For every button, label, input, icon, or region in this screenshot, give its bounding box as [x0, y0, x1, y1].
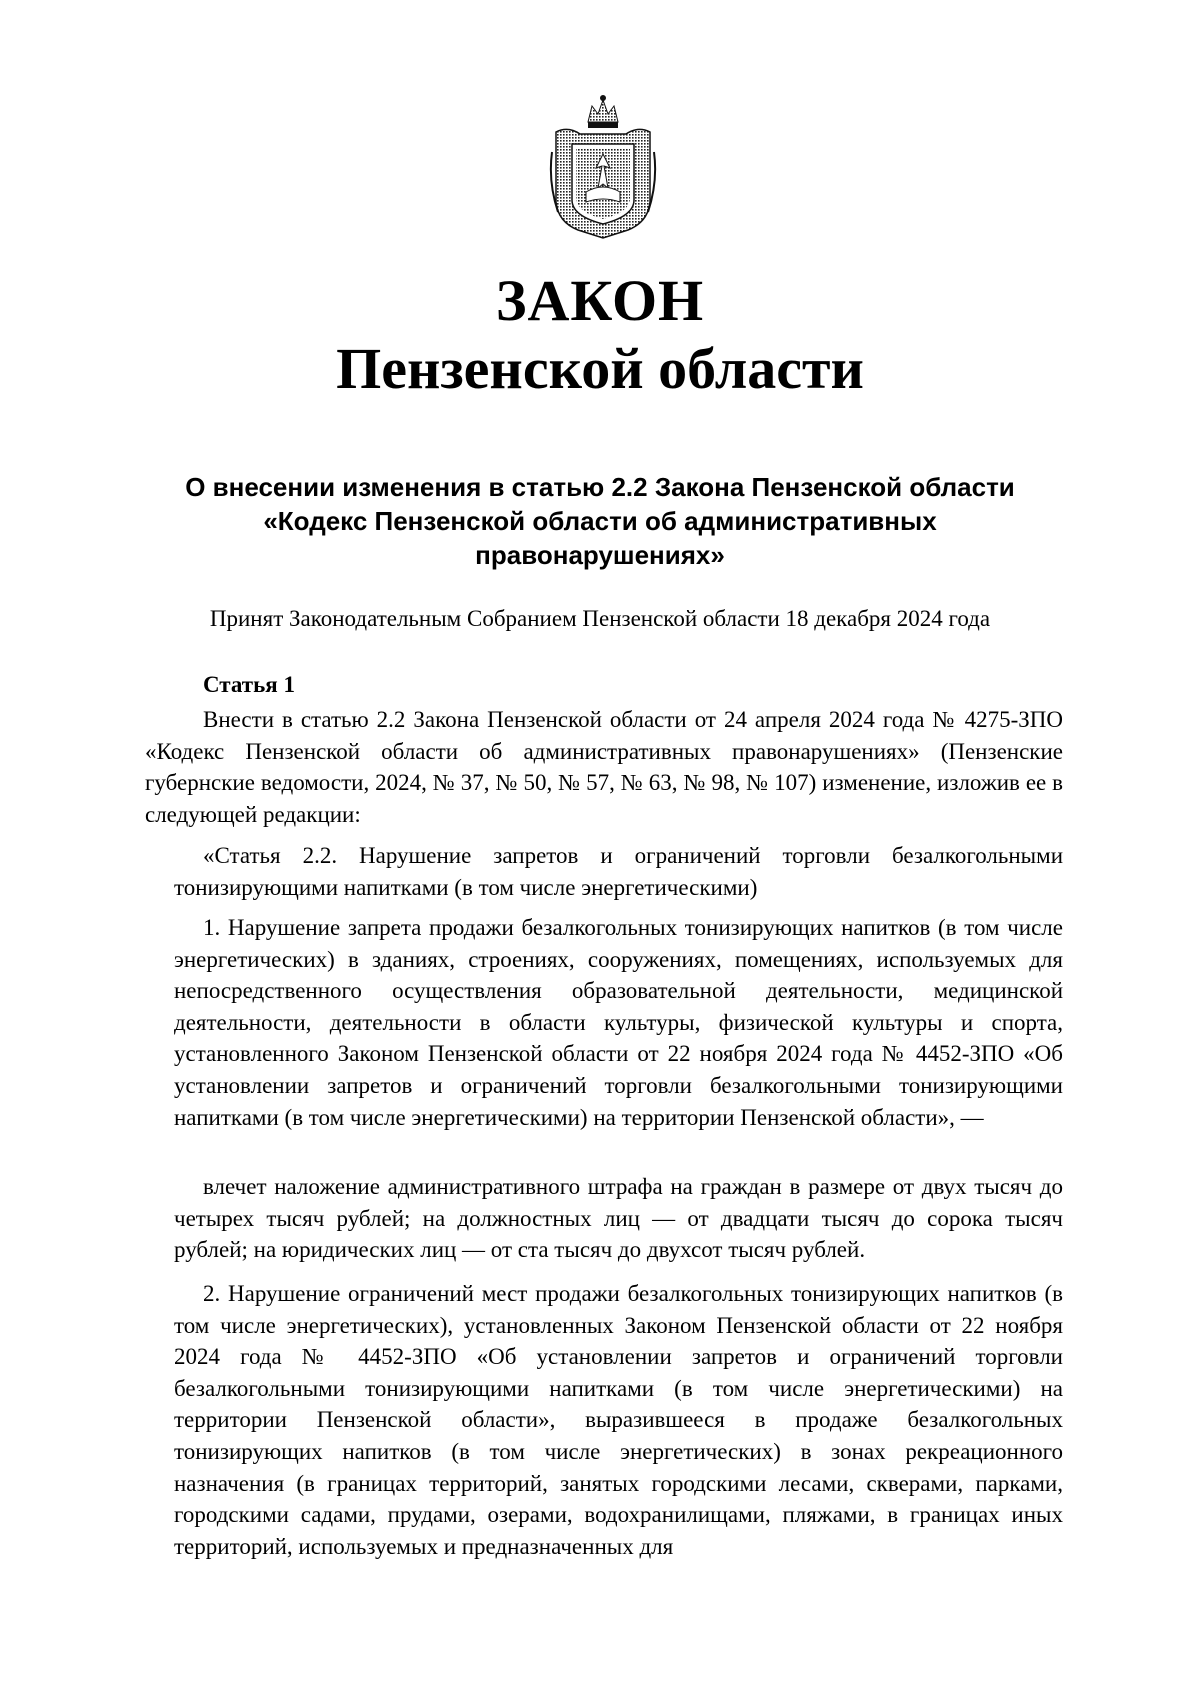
coat-of-arms-emblem [548, 92, 658, 242]
law-subject-title: О внесении изменения в статью 2.2 Закона Пензенской области «Кодекс Пензенской области об административных правонарушениях» [185, 472, 1015, 570]
article-part-1: 1. Нарушение запрета продажи безалкогольных тонизирующих напитков (в том числе энергетических) в зданиях, строениях, сооружениях, помещениях, используемых для непосредственного осуществления образовательной деятельности, медицинской деятельности, деятельности в области культуры, физической культуры и спорта, установленного Законом Пензенской области от 22 ноября 2024 года № 4452-ЗПО «Об установлении запретов и ограничений торговли безалкогольными тонизирующими напитками (в том числе энергетическими) на территории Пензенской области», — [174, 915, 1063, 1130]
article-part-2: 2. Нарушение ограничений мест продажи безалкогольных тонизирующих напитков (в том числе энергетических), установленных Законом Пензенской области от 22 ноября 2024 года № 4452-ЗПО «Об установлении запретов и ограничений торговли безалкогольными тонизирующими напитками (в том числе энергетическими) на территории Пензенской области», выразившееся в продаже безалкогольных тонизирующих напитков (в том числе энергетических) в зонах рекреационного назначения (в границах территорий, занятых городскими лесами, скверами, парками, городскими садами, прудами, озерами, водохранилищами, пляжами, в границах иных территорий, используемых и предназначенных для [174, 1281, 1063, 1559]
adoption-statement: Принят Законодательным Собранием Пензенской области 18 декабря 2024 года [209, 606, 991, 631]
article-heading: Статья 1 [203, 672, 295, 697]
article-part-1-penalty: влечет наложение административного штрафа на граждан в размере от двух тысяч до четырех тысяч рублей; на должностных лиц — от двадцати тысяч до сорока тысяч рублей; на юридических лиц — от ста тысяч до двухсот тысяч рублей. [174, 1174, 1063, 1263]
article-intro-paragraph: Внести в статью 2.2 Закона Пензенской области от 24 апреля 2024 года № 4275-ЗПО «Кодекс Пензенской области об административных правонарушениях» (Пензенские губернские ведомости, 2024, № 37, № 50, № 57, № 63, № 98, № 107) изменение, изложив ее в следующей редакции: [145, 707, 1063, 827]
quoted-article-title: «Статья 2.2. Нарушение запретов и ограничений торговли безалкогольными тонизирующими напитками (в том числе энергетическими) [174, 843, 1063, 900]
law-title: ЗАКОН [495, 268, 705, 333]
law-region-title: Пензенской области [336, 336, 864, 401]
